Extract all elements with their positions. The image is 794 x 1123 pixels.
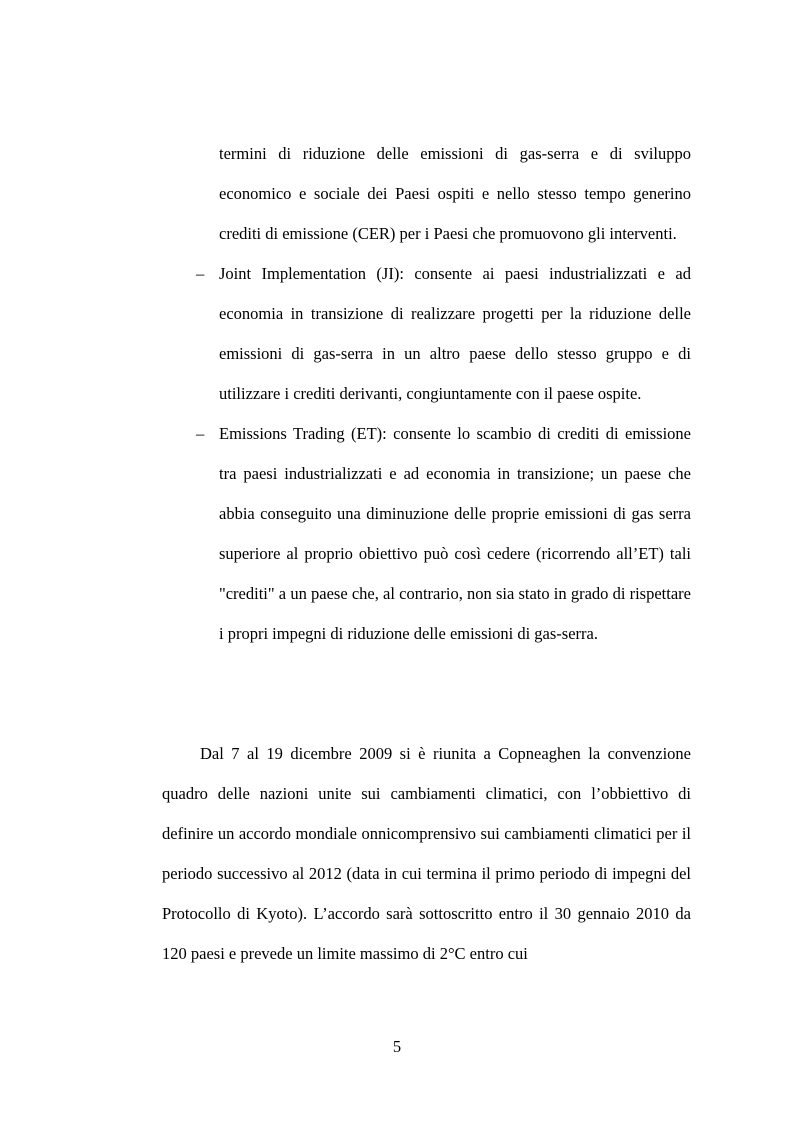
body-paragraph-copenhagen: Dal 7 al 19 dicembre 2009 si è riunita a Copneaghen la convenzione quadro delle nazioni unite sui cambiamenti climatici, con l’obbiettivo di definire un accordo mondiale onnicomprensivo sui cambiamenti climatici per il periodo successivo al 2012 (data in cui termina il primo periodo di impegni del Protocollo di Kyoto). L’accordo sarà sottoscritto entro il 30 gennaio 2010 da 120 paesi e prevede un limite massimo di 2°C entro cui	[162, 744, 691, 963]
list-item-cdm-continuation	[196, 134, 691, 254]
list-item-text: Emissions Trading (ET): consente lo scambio di crediti di emissione tra paesi industrializzati e ad economia in transizione; un paese che abbia conseguito una diminuzione delle proprie emissioni di gas serra superiore al proprio obiettivo può così cedere (ricorrendo all’ET) tali "crediti" a un paese che, al contrario, non sia stato in grado di rispettare i propri impegni di riduzione delle emissioni di gas-serra.	[219, 424, 691, 643]
list-marker: –	[196, 264, 205, 283]
kyoto-mechanisms-list	[196, 134, 691, 654]
list-item-joint-implementation	[196, 254, 691, 414]
page-number: 5	[392, 1037, 402, 1056]
list-item-text: Joint Implementation (JI): consente ai paesi industrializzati e ad economia in transizione di realizzare progetti per la riduzione delle emissioni di gas-serra in un altro paese dello stesso gruppo e di utilizzare i crediti derivanti, congiuntamente con il paese ospite.	[219, 264, 691, 403]
list-item-text: termini di riduzione delle emissioni di gas-serra e di sviluppo economico e sociale dei Paesi ospiti e nello stesso tempo generino crediti di emissione (CER) per i Paesi che promuovono gli interventi.	[219, 144, 691, 243]
list-item-emissions-trading	[196, 414, 691, 654]
list-marker: –	[196, 424, 205, 443]
